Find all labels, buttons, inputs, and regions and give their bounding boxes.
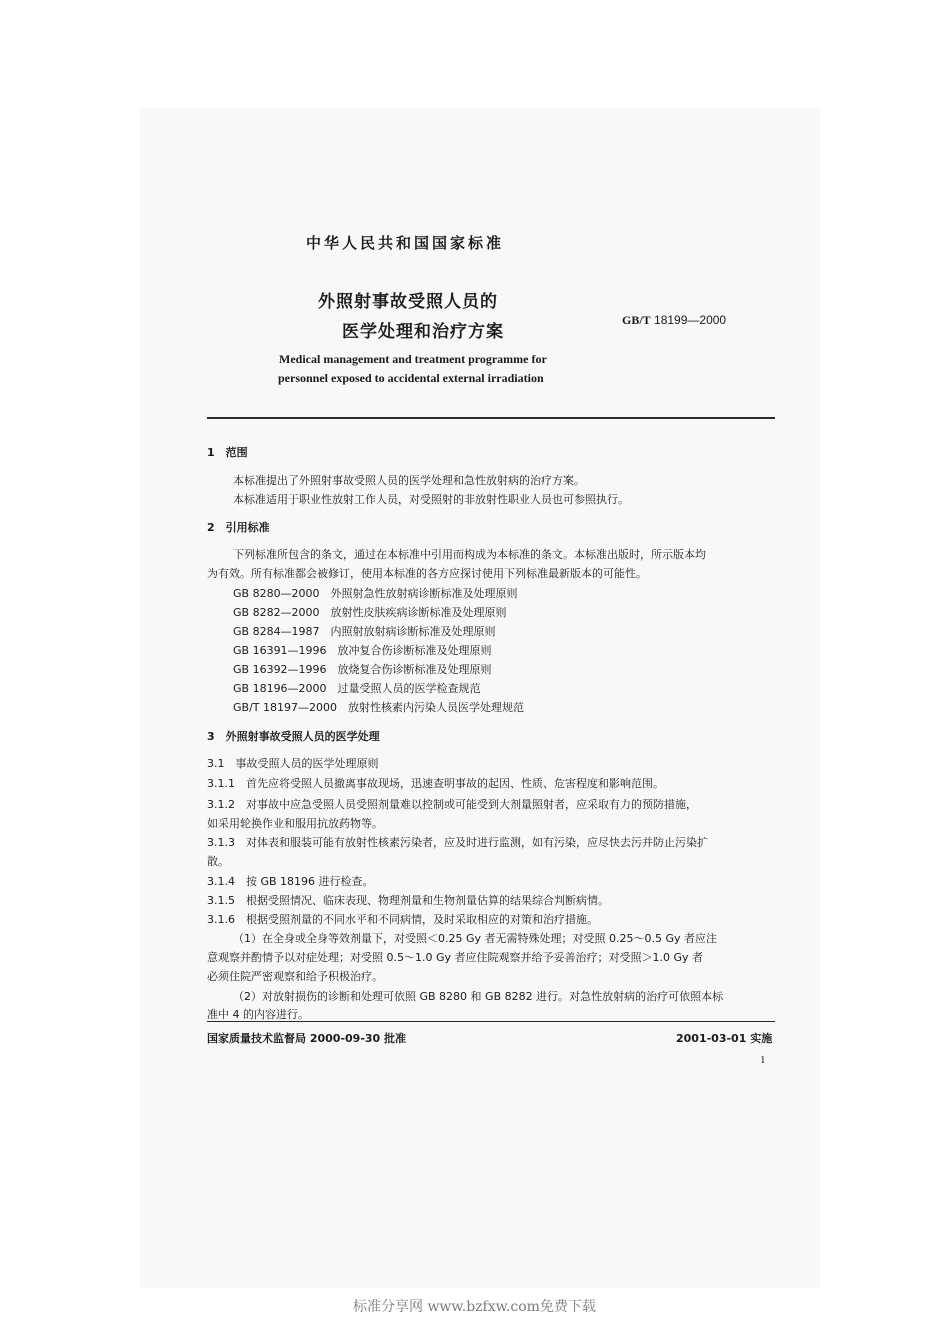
- standard-code: [622, 313, 726, 328]
- section-2-paragraph-line-2: 为有效。所有标准都会被修订，使用本标准的各方应探讨使用下列标准最新版本的可能性。: [207, 567, 647, 580]
- clause-3-1-2-line-2: 如采用轮换作业和服用抗放药物等。: [207, 817, 383, 830]
- item-2-line-1: （2）对放射损伤的诊断和处理可依照 GB 8280 和 GB 8282 进行。对急性放射病的治疗可依照本标: [233, 990, 724, 1003]
- clause-3-1-2-line-1: 3.1.2 对事故中应急受照人员受照剂量难以控制或可能受到大剂量照射者，应采取有力的预防措施，: [207, 798, 697, 811]
- document-sheet: [140, 108, 820, 1288]
- reference-item: GB 8280—2000 外照射急性放射病诊断标准及处理原则: [233, 587, 518, 600]
- footer-divider: [207, 1021, 775, 1022]
- english-title-line-2: personnel exposed to accidental external irradiation: [278, 371, 544, 385]
- reference-item: GB 18196—2000 过量受照人员的医学检查规范: [233, 682, 481, 695]
- page-number: 1: [760, 1054, 766, 1066]
- reference-item: GB 16391—1996 放冲复合伤诊断标准及处理原则: [233, 644, 492, 657]
- section-1-paragraph-2: 本标准适用于职业性放射工作人员，对受照射的非放射性职业人员也可参照执行。: [233, 493, 629, 506]
- item-1-line-3: 必须住院严密观察和给予积极治疗。: [207, 970, 383, 983]
- item-2-line-2: 准中 4 的内容进行。: [207, 1008, 309, 1021]
- reference-item: GB/T 18197—2000 放射性核素内污染人员医学处理规范: [233, 701, 524, 714]
- item-1-line-2: 意观察并酌情予以对症处理；对受照 0.5～1.0 Gy 者应住院观察并给予妥善治疗；对受照＞1.0 Gy 者: [207, 951, 704, 964]
- header-divider: [207, 417, 775, 419]
- title-line-1: 外照射事故受照人员的: [318, 292, 498, 312]
- clause-3-1-3-line-1: 3.1.3 对体表和服装可能有放射性核素污染者，应及时进行监测，如有污染，应尽快去污并防止污染扩: [207, 836, 708, 849]
- watermark-text: 标准分享网 www.bzfxw.com免费下载: [353, 1299, 596, 1315]
- clause-3-1-5: 3.1.5 根据受照情况、临床表现、物理剂量和生物剂量估算的结果综合判断病情。: [207, 894, 609, 907]
- section-1-heading: 1 范围: [207, 446, 248, 459]
- approval-date: 国家质量技术监督局 2000-09-30 批准: [207, 1032, 407, 1045]
- section-1-paragraph-1: 本标准提出了外照射事故受照人员的医学处理和急性放射病的治疗方案。: [233, 474, 585, 487]
- clause-3-1-4: 3.1.4 按 GB 18196 进行检查。: [207, 875, 374, 888]
- clause-3-1-1: 3.1.1 首先应将受照人员撤离事故现场，迅速查明事故的起因、性质、危害程度和影响范围。: [207, 777, 664, 790]
- english-title-line-1: Medical management and treatment programme for: [279, 352, 547, 366]
- reference-item: GB 16392—1996 放烧复合伤诊断标准及处理原则: [233, 663, 492, 676]
- issuer-heading: 中华人民共和国国家标准: [306, 234, 505, 252]
- section-3-heading: 3 外照射事故受照人员的医学处理: [207, 730, 380, 743]
- section-2-heading: 2 引用标准: [207, 521, 270, 534]
- clause-3-1-6: 3.1.6 根据受照剂量的不同水平和不同病情，及时采取相应的对策和治疗措施。: [207, 913, 598, 926]
- clause-3-1-3-line-2: 散。: [207, 855, 229, 868]
- implementation-date: 2001-03-01 实施: [676, 1032, 773, 1045]
- section-2-paragraph-line-1: 下列标准所包含的条文，通过在本标准中引用而构成为本标准的条文。本标准出版时，所示版本均: [233, 548, 706, 561]
- clause-3-1: 3.1 事故受照人员的医学处理原则: [207, 757, 379, 770]
- title-line-2: 医学处理和治疗方案: [342, 322, 504, 342]
- reference-item: GB 8284—1987 内照射放射病诊断标准及处理原则: [233, 625, 496, 638]
- item-1-line-1: （1）在全身或全身等效剂量下，对受照＜0.25 Gy 者无需特殊处理；对受照 0.25～0.5 Gy 者应注: [233, 932, 718, 945]
- code-number: 18199—2000: [654, 313, 727, 327]
- reference-item: GB 8282—2000 放射性皮肤疾病诊断标准及处理原则: [233, 606, 507, 619]
- code-prefix: GB/T: [622, 313, 651, 327]
